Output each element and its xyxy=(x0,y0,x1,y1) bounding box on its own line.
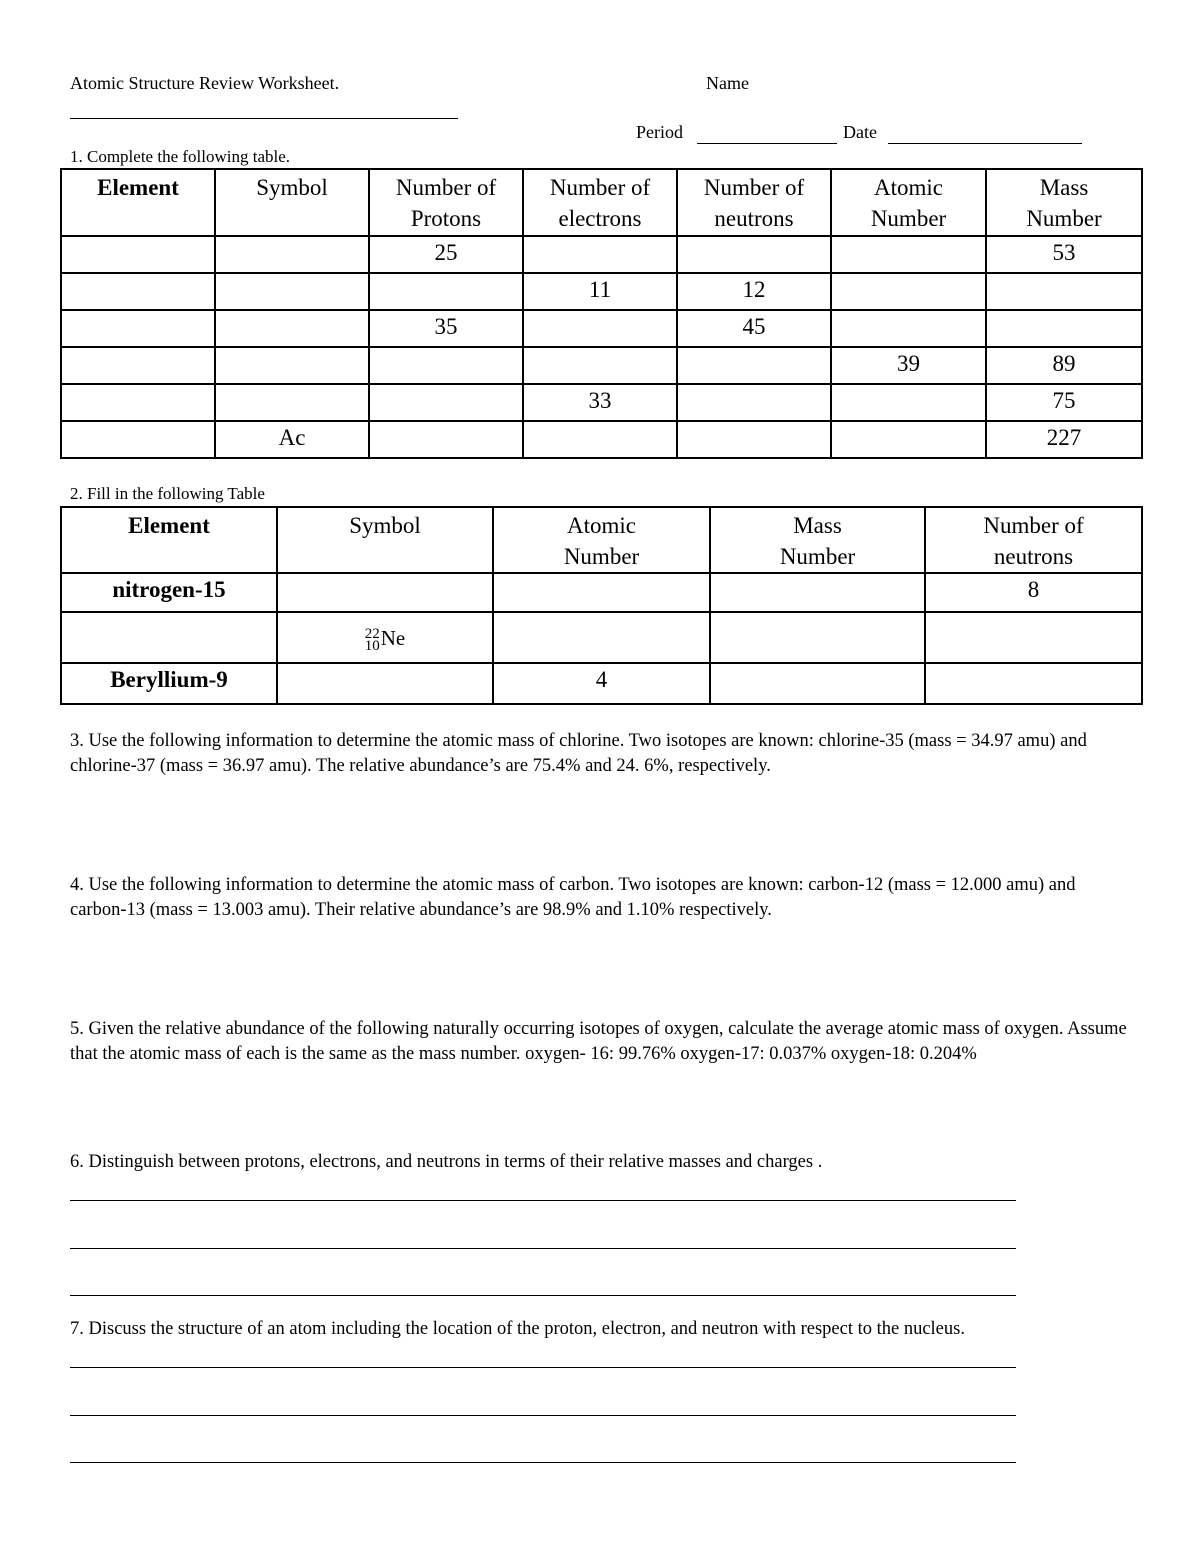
table-cell[interactable] xyxy=(677,384,831,421)
table-cell[interactable] xyxy=(493,573,710,612)
table-cell[interactable] xyxy=(523,310,677,347)
isotope-mass-number: 22 xyxy=(364,625,380,642)
table-cell[interactable] xyxy=(831,384,986,421)
table-cell: 4 xyxy=(493,663,710,704)
table-cell[interactable] xyxy=(369,384,523,421)
table-cell: 53 xyxy=(986,236,1142,273)
q2-header-row xyxy=(61,507,1142,573)
q2-col-element: Element xyxy=(61,507,277,573)
q2-caption: 2. Fill in the following Table xyxy=(70,484,265,503)
table-cell[interactable] xyxy=(677,236,831,273)
table-cell[interactable] xyxy=(677,347,831,384)
answer-line-q7-1[interactable] xyxy=(70,1367,1016,1368)
table-cell[interactable] xyxy=(277,663,493,704)
table-cell[interactable] xyxy=(925,663,1142,704)
worksheet-title: Atomic Structure Review Worksheet. xyxy=(70,73,340,93)
table-cell: 45 xyxy=(677,310,831,347)
name-label: Name xyxy=(706,73,749,93)
table-cell xyxy=(277,612,493,663)
table-cell[interactable] xyxy=(369,421,523,458)
period-label: Period xyxy=(636,122,683,142)
table-cell[interactable] xyxy=(215,347,369,384)
q2-col-mass-number: Mass Number xyxy=(710,507,925,573)
answer-line-q6-1[interactable] xyxy=(70,1200,1016,1201)
answer-line-q6-2[interactable] xyxy=(70,1248,1016,1249)
table-cell[interactable] xyxy=(523,236,677,273)
table-cell: 8 xyxy=(925,573,1142,612)
q1-table xyxy=(60,168,1143,459)
question-6: 6. Distinguish between protons, electrons, and neutrons in terms of their relative masses and charges . xyxy=(70,1152,823,1172)
table-row xyxy=(61,236,1142,273)
table-cell[interactable] xyxy=(215,273,369,310)
table-cell: 25 xyxy=(369,236,523,273)
question-7: 7. Discuss the structure of an atom including the location of the proton, electron, and neutron with respect to the nucleus. xyxy=(70,1319,965,1339)
table-cell[interactable] xyxy=(710,573,925,612)
table-cell[interactable] xyxy=(986,273,1142,310)
table-cell: 89 xyxy=(986,347,1142,384)
question-4: 4. Use the following information to determine the atomic mass of carbon. Two isotopes are known: carbon-12 (mass = 12.000 amu) and carbon-13 (mass = 13.003 amu). Their relative abundance’s are 98.9% and 1.10% respectively. xyxy=(70,875,1076,920)
table-cell: nitrogen-15 xyxy=(61,573,277,612)
period-field[interactable] xyxy=(697,143,837,144)
table-cell[interactable] xyxy=(710,663,925,704)
q2-col-atomic-number: Atomic Number xyxy=(493,507,710,573)
table-cell: 227 xyxy=(986,421,1142,458)
table-cell[interactable] xyxy=(369,273,523,310)
table-cell[interactable] xyxy=(61,384,215,421)
table-row xyxy=(61,384,1142,421)
name-underline[interactable] xyxy=(70,118,458,119)
q1-col-symbol: Symbol xyxy=(215,169,369,236)
q1-header-row xyxy=(61,169,1142,236)
table-cell[interactable] xyxy=(710,612,925,663)
table-cell: 12 xyxy=(677,273,831,310)
table-cell[interactable] xyxy=(369,347,523,384)
table-cell[interactable] xyxy=(61,347,215,384)
table-row xyxy=(61,310,1142,347)
table-cell[interactable] xyxy=(215,384,369,421)
table-cell[interactable] xyxy=(831,421,986,458)
table-cell[interactable] xyxy=(61,273,215,310)
q1-col-neutrons: Number of neutrons xyxy=(677,169,831,236)
answer-line-q6-3[interactable] xyxy=(70,1295,1016,1296)
isotope-atomic-number: 10 xyxy=(364,637,380,654)
q2-col-symbol: Symbol xyxy=(277,507,493,573)
table-cell: 11 xyxy=(523,273,677,310)
table-cell[interactable] xyxy=(831,236,986,273)
table-cell[interactable] xyxy=(677,421,831,458)
question-5: 5. Given the relative abundance of the following naturally occurring isotopes of oxygen, calculate the average atomic mass of oxygen. Assume that the atomic mass of each is the same as the mass number. oxygen- 16: 99.76% oxygen-17: 0.037% oxygen-18: 0.204% xyxy=(70,1019,1127,1064)
date-label: Date xyxy=(843,122,877,142)
date-field[interactable] xyxy=(888,143,1082,144)
q2-col-neutrons: Number of neutrons xyxy=(925,507,1142,573)
table-cell[interactable] xyxy=(61,421,215,458)
question-3: 3. Use the following information to determine the atomic mass of chlorine. Two isotopes are known: chlorine-35 (mass = 34.97 amu) and chlorine-37 (mass = 36.97 amu). The relative abundance’s are 75.4% and 24. 6%, respectively. xyxy=(70,731,1087,776)
q1-col-protons: Number of Protons xyxy=(369,169,523,236)
table-row xyxy=(61,421,1142,458)
table-row xyxy=(61,612,1142,663)
table-row xyxy=(61,663,1142,704)
q1-col-atomic-number: Atomic Number xyxy=(831,169,986,236)
table-row xyxy=(61,573,1142,612)
answer-line-q7-3[interactable] xyxy=(70,1462,1016,1463)
q1-col-electrons: Number of electrons xyxy=(523,169,677,236)
table-cell: 75 xyxy=(986,384,1142,421)
q2-table xyxy=(60,506,1143,705)
table-cell: Ac xyxy=(215,421,369,458)
isotope-symbol: Ne xyxy=(380,625,406,650)
q1-caption: 1. Complete the following table. xyxy=(70,147,291,166)
table-cell[interactable] xyxy=(925,612,1142,663)
isotope-notation xyxy=(365,623,406,654)
table-cell[interactable] xyxy=(61,236,215,273)
table-row xyxy=(61,347,1142,384)
table-cell[interactable] xyxy=(986,310,1142,347)
table-cell[interactable] xyxy=(277,573,493,612)
table-cell[interactable] xyxy=(61,612,277,663)
q1-col-mass-number: Mass Number xyxy=(986,169,1142,236)
table-cell[interactable] xyxy=(523,347,677,384)
table-cell[interactable] xyxy=(493,612,710,663)
table-cell: Beryllium-9 xyxy=(61,663,277,704)
answer-line-q7-2[interactable] xyxy=(70,1415,1016,1416)
table-row xyxy=(61,273,1142,310)
table-cell[interactable] xyxy=(61,310,215,347)
table-cell[interactable] xyxy=(831,310,986,347)
table-cell[interactable] xyxy=(831,273,986,310)
q1-col-element: Element xyxy=(61,169,215,236)
table-cell[interactable] xyxy=(215,310,369,347)
table-cell[interactable] xyxy=(523,421,677,458)
table-cell: 39 xyxy=(831,347,986,384)
table-cell[interactable] xyxy=(215,236,369,273)
table-cell: 33 xyxy=(523,384,677,421)
table-cell: 35 xyxy=(369,310,523,347)
